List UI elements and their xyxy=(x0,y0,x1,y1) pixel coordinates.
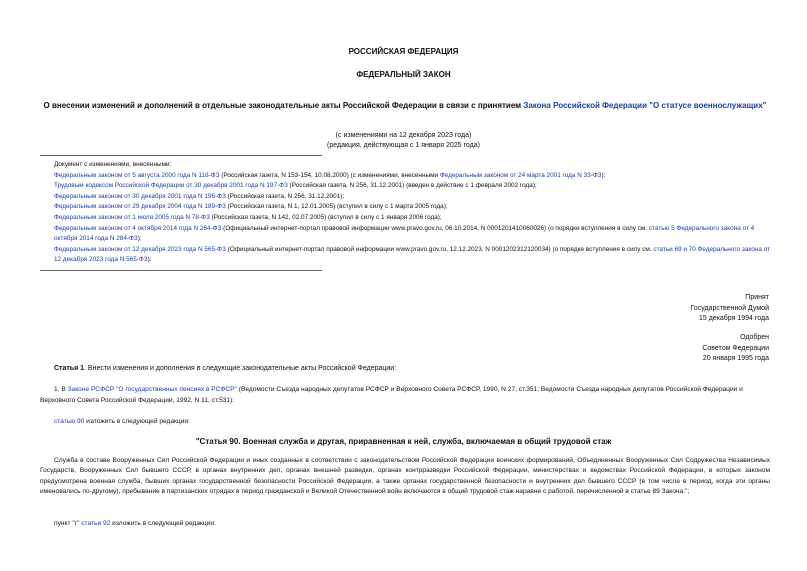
changes-intro: Документ с изменениями, внесенными: xyxy=(54,161,172,168)
change-link-secondary[interactable]: Федеральным законом от 24 марта 2001 года N 33-ФЗ xyxy=(439,171,602,179)
change-link[interactable]: Федеральным законом от 12 декабря 2023 года N 565-ФЗ xyxy=(54,245,226,253)
change-link-secondary[interactable]: статью 5 Федерального закона от 4 октября 2014 года N 284-ФЗ xyxy=(54,224,755,243)
change-item: Трудовым кодексом Российской Федерации от 30 декабря 2001 года N 197-ФЗ (Российская газета, N 256, 31.12.2001) (введен в действие с 1 февраля 2002 года); xyxy=(54,182,537,190)
article-92-link[interactable]: статьи 92 xyxy=(81,520,111,527)
title-text: О внесении изменений и дополнений в отдельные законодательные акты Российской Федерации в связи с принятием xyxy=(43,101,524,110)
bottom-divider xyxy=(40,270,322,271)
change-link[interactable]: Федеральным законом от 1 июля 2005 года N 78-ФЗ xyxy=(54,213,210,221)
top-divider xyxy=(40,155,322,156)
change-item: Федеральным законом от 4 октября 2014 года N 284-ФЗ (Официальный интернет-портал правовой информации www.pravo.gov.ru, 06.10.2014, N 0001201410060026) (о порядке вступления в силу см. статью 5 Федерального закона от 4 октября 2014 года N 284-ФЗ); xyxy=(54,224,755,243)
change-item: Федеральным законом от 12 декабря 2023 года N 565-ФЗ (Официальный интернет-портал правовой информации www.pravo.gov.ru, 12.12.2023, N 0001202312120034) (о порядке вступления в силу см. статьи 69 и 70 Федерального закона от 12 декабря 2023 года N 565-ФЗ). xyxy=(54,245,770,264)
change-item: Федеральным законом от 5 августа 2000 года N 118-ФЗ (Российская газета, N 153-154, 10.08.2000) (с изменениями, внесенными Федеральным законом от 24 марта 2001 года N 33-ФЗ); xyxy=(54,171,606,179)
change-item: Федеральным законом от 1 июля 2005 года N 78-ФЗ (Российская газета, N 142, 02.07.2005) (вступил в силу с 1 января 2006 года); xyxy=(54,213,442,221)
changes-block xyxy=(40,160,770,266)
paragraph-3: Служба в составе Вооруженных Сил Российской Федерации и иных созданных в соответствии с законодательством Российской Федерации воинских формирований, Объединенных Вооруженных Сил Содружества Независимых Государств, Вооруженных Сил бывшего СССР, в органах внутренних дел, органах внешней разведки, органах контрразведки Российской Федерации, министерствах и ведомствах Российской Федерации, в которых законом предусмотрена военная служба, бывших органах государственной безопасности Российской Федерации, а также органах государственной безопасности и внутренних дел бывшего СССР (в том числе в период, когда эти органы именовались по-другому), пребывание в партизанских отрядах в период гражданской и Великой Отечественной войн включаются в общий трудовой стаж наравне с работой, перечисленной в статье 89 Закона."; xyxy=(40,457,770,496)
accepted-block xyxy=(690,293,769,325)
article-90-heading: "Статья 90. Военная служба и другая, приравненная к ней, служба, включаемая в общий трудовой стаж xyxy=(195,437,612,446)
article-1-text: . Внести изменения и дополнения в следующие законодательные акты Российской Федерации: xyxy=(84,365,397,372)
paragraph-2: статью 90 изложить в следующей редакции: xyxy=(54,418,190,425)
article-1 xyxy=(54,364,769,374)
law-type-heading: ФЕДЕРАЛЬНЫЙ ЗАКОН xyxy=(356,70,451,79)
change-item: Федеральным законом от 29 декабря 2004 года N 189-ФЗ (Российская газета, N 1, 12.01.2005) (вступил в силу с 1 марта 2005 года); xyxy=(54,203,448,211)
approved-date: 20 января 1995 года xyxy=(702,355,769,362)
change-link[interactable]: Федеральным законом от 4 октября 2014 года N 284-ФЗ xyxy=(54,224,222,232)
paragraph-1: 1. В Законе РСФСР "О государственных пенсиях в РСФСР" (Ведомости Съезда народных депутатов РСФСР и Верховного Совета РСФСР, 1990, N 27, ст.351; Ведомости Съезда народных депутатов Российской Федерации и Верховного Совета Российской Федерации, 1992, N 11, ст.531): xyxy=(40,386,743,404)
accepted-label: Принят xyxy=(745,294,769,301)
paragraph-4: пункт "г" статьи 92 изложить в следующей редакции: xyxy=(54,520,216,527)
edition-effective: (редакция, действующая с 1 января 2025 года) xyxy=(327,142,480,149)
change-link-secondary[interactable]: статьи 69 и 70 Федерального закона от 12 декабря 2023 года N 565-ФЗ xyxy=(54,245,770,264)
approved-by: Советом Федерации xyxy=(702,344,769,352)
approved-label: Одобрен xyxy=(740,334,769,341)
title-law-link[interactable]: Закона Российской Федерации "О статусе военнослужащих" xyxy=(523,101,767,110)
change-link[interactable]: Федеральным законом от 30 декабря 2001 года N 196-ФЗ xyxy=(54,192,226,200)
approved-block xyxy=(702,333,769,365)
change-link[interactable]: Федеральным законом от 5 августа 2000 года N 118-ФЗ xyxy=(54,171,220,179)
pension-law-link[interactable]: Законе РСФСР "О государственных пенсиях в РСФСР" xyxy=(67,386,237,393)
country-heading: РОССИЙСКАЯ ФЕДЕРАЦИЯ xyxy=(348,47,459,56)
change-item: Федеральным законом от 30 декабря 2001 года N 196-ФЗ (Российская газета, N 256, 31.12.2001); xyxy=(54,192,345,200)
change-link[interactable]: Федеральным законом от 29 декабря 2004 года N 189-ФЗ xyxy=(54,203,226,211)
accepted-by: Государственной Думой xyxy=(690,304,769,312)
edition-changes: (с изменениями на 12 декабря 2023 года) xyxy=(335,132,472,139)
accepted-date: 15 декабря 1994 года xyxy=(698,315,769,322)
document-title xyxy=(40,100,770,111)
article-1-label: Статья 1 xyxy=(54,365,85,372)
change-link[interactable]: Трудовым кодексом Российской Федерации от 30 декабря 2001 года N 197-ФЗ xyxy=(54,182,288,190)
article-90-link[interactable]: статью 90 xyxy=(54,418,85,425)
